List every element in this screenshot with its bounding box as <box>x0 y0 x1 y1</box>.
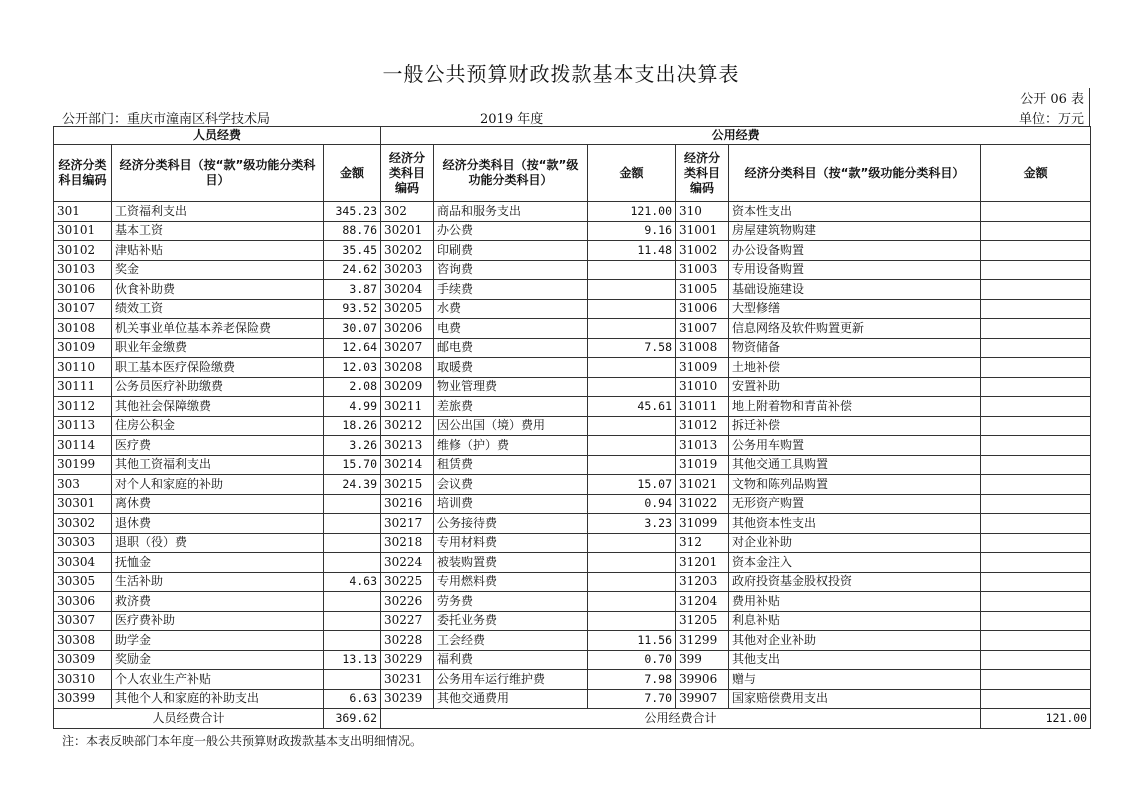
code-cell: 301 <box>54 202 112 222</box>
table-row <box>54 514 1091 534</box>
code-cell: 30209 <box>381 377 434 397</box>
name-cell: 助学金 <box>112 631 324 651</box>
amount-cell: 24.39 <box>324 475 381 495</box>
amount-cell <box>588 572 676 592</box>
col-code: 经济分类科目编码 <box>381 145 434 202</box>
expenditure-table <box>53 126 1091 729</box>
amount-cell: 88.76 <box>324 221 381 241</box>
name-cell: 咨询费 <box>434 260 588 280</box>
table-row <box>54 319 1091 339</box>
code-cell: 31019 <box>676 455 729 475</box>
amount-cell: 7.98 <box>588 670 676 690</box>
name-cell: 差旅费 <box>434 397 588 417</box>
code-cell: 303 <box>54 475 112 495</box>
amount-cell <box>588 553 676 573</box>
name-cell: 公务用车购置 <box>729 436 981 456</box>
name-cell: 因公出国（境）费用 <box>434 416 588 436</box>
name-cell: 职业年金缴费 <box>112 338 324 358</box>
amount-cell <box>588 611 676 631</box>
table-row <box>54 397 1091 417</box>
name-cell: 福利费 <box>434 650 588 670</box>
amount-cell <box>981 475 1091 495</box>
name-cell: 住房公积金 <box>112 416 324 436</box>
code-cell: 30301 <box>54 494 112 514</box>
name-cell: 工会经费 <box>434 631 588 651</box>
table-row <box>54 299 1091 319</box>
code-cell: 30110 <box>54 358 112 378</box>
table-row <box>54 358 1091 378</box>
name-cell: 其他社会保障缴费 <box>112 397 324 417</box>
name-cell: 大型修缮 <box>729 299 981 319</box>
name-cell: 医疗费 <box>112 436 324 456</box>
amount-cell <box>981 631 1091 651</box>
amount-cell <box>981 455 1091 475</box>
code-cell: 31001 <box>676 221 729 241</box>
name-cell: 公务接待费 <box>434 514 588 534</box>
code-cell: 399 <box>676 650 729 670</box>
name-cell: 水费 <box>434 299 588 319</box>
amount-cell: 12.64 <box>324 338 381 358</box>
name-cell: 会议费 <box>434 475 588 495</box>
amount-cell: 12.03 <box>324 358 381 378</box>
code-cell: 30212 <box>381 416 434 436</box>
code-cell: 30307 <box>54 611 112 631</box>
code-cell: 312 <box>676 533 729 553</box>
name-cell: 伙食补助费 <box>112 280 324 300</box>
table-row <box>54 338 1091 358</box>
table-row <box>54 670 1091 690</box>
amount-cell <box>981 689 1091 709</box>
code-cell: 30111 <box>54 377 112 397</box>
amount-cell <box>981 280 1091 300</box>
code-cell: 31002 <box>676 241 729 261</box>
name-cell: 抚恤金 <box>112 553 324 573</box>
name-cell: 专用材料费 <box>434 533 588 553</box>
amount-cell <box>324 494 381 514</box>
name-cell: 其他对企业补助 <box>729 631 981 651</box>
name-cell: 其他交通工具购置 <box>729 455 981 475</box>
name-cell: 救济费 <box>112 592 324 612</box>
amount-cell: 11.48 <box>588 241 676 261</box>
name-cell: 文物和陈列品购置 <box>729 475 981 495</box>
personnel-total-label: 人员经费合计 <box>54 709 324 729</box>
name-cell: 职工基本医疗保险缴费 <box>112 358 324 378</box>
code-cell: 30303 <box>54 533 112 553</box>
code-cell: 30302 <box>54 514 112 534</box>
name-cell: 其他资本性支出 <box>729 514 981 534</box>
amount-cell <box>324 514 381 534</box>
code-cell: 30101 <box>54 221 112 241</box>
table-row <box>54 494 1091 514</box>
table-row <box>54 611 1091 631</box>
name-cell: 公务员医疗补助缴费 <box>112 377 324 397</box>
name-cell: 取暖费 <box>434 358 588 378</box>
code-cell: 30199 <box>54 455 112 475</box>
code-cell: 31099 <box>676 514 729 534</box>
code-cell: 30109 <box>54 338 112 358</box>
table-number: 公开 06 表 <box>1020 92 1084 107</box>
name-cell: 个人农业生产补贴 <box>112 670 324 690</box>
code-cell: 30399 <box>54 689 112 709</box>
code-cell: 30112 <box>54 397 112 417</box>
amount-cell <box>324 553 381 573</box>
name-cell: 拆迁补偿 <box>729 416 981 436</box>
amount-cell <box>588 299 676 319</box>
name-cell: 无形资产购置 <box>729 494 981 514</box>
name-cell: 办公费 <box>434 221 588 241</box>
code-cell: 30218 <box>381 533 434 553</box>
code-cell: 30227 <box>381 611 434 631</box>
amount-cell: 11.56 <box>588 631 676 651</box>
table-row <box>54 475 1091 495</box>
amount-cell: 3.87 <box>324 280 381 300</box>
name-cell: 邮电费 <box>434 338 588 358</box>
amount-cell <box>324 611 381 631</box>
amount-cell <box>981 553 1091 573</box>
name-cell: 基础设施建设 <box>729 280 981 300</box>
amount-cell <box>981 397 1091 417</box>
code-cell: 30102 <box>54 241 112 261</box>
amount-cell <box>981 221 1091 241</box>
amount-cell <box>981 299 1091 319</box>
totals-row <box>54 709 1091 729</box>
code-cell: 30228 <box>381 631 434 651</box>
code-cell: 30216 <box>381 494 434 514</box>
code-cell: 30113 <box>54 416 112 436</box>
code-cell: 30103 <box>54 260 112 280</box>
amount-cell: 7.58 <box>588 338 676 358</box>
group-personnel: 人员经费 <box>54 127 381 145</box>
name-cell: 办公设备购置 <box>729 241 981 261</box>
header-meta <box>62 108 1084 126</box>
code-cell: 30310 <box>54 670 112 690</box>
department-label: 公开部门：重庆市潼南区科学技术局 <box>62 112 271 127</box>
code-cell: 30224 <box>381 553 434 573</box>
name-cell: 对个人和家庭的补助 <box>112 475 324 495</box>
code-cell: 31022 <box>676 494 729 514</box>
code-cell: 30106 <box>54 280 112 300</box>
name-cell: 其他交通费用 <box>434 689 588 709</box>
table-row <box>54 553 1091 573</box>
amount-cell: 3.26 <box>324 436 381 456</box>
footnote: 注：本表反映部门本年度一般公共预算财政拨款基本支出明细情况。 <box>62 734 423 748</box>
code-cell: 30239 <box>381 689 434 709</box>
code-cell: 302 <box>381 202 434 222</box>
amount-cell <box>981 377 1091 397</box>
code-cell: 30214 <box>381 455 434 475</box>
code-cell: 30225 <box>381 572 434 592</box>
amount-cell <box>981 572 1091 592</box>
code-cell: 30305 <box>54 572 112 592</box>
table-row <box>54 260 1091 280</box>
amount-cell <box>588 436 676 456</box>
code-cell: 31007 <box>676 319 729 339</box>
name-cell: 印刷费 <box>434 241 588 261</box>
code-cell: 310 <box>676 202 729 222</box>
table-row <box>54 572 1091 592</box>
code-cell: 31011 <box>676 397 729 417</box>
name-cell: 物业管理费 <box>434 377 588 397</box>
table-row <box>54 436 1091 456</box>
col-code: 经济分类科目编码 <box>676 145 729 202</box>
name-cell: 生活补助 <box>112 572 324 592</box>
name-cell: 地上附着物和青苗补偿 <box>729 397 981 417</box>
amount-cell <box>981 514 1091 534</box>
code-cell: 30304 <box>54 553 112 573</box>
name-cell: 退职（役）费 <box>112 533 324 553</box>
amount-cell <box>324 670 381 690</box>
amount-cell: 2.08 <box>324 377 381 397</box>
personnel-total-value: 369.62 <box>324 709 381 729</box>
code-cell: 30203 <box>381 260 434 280</box>
code-cell: 30201 <box>381 221 434 241</box>
amount-cell <box>324 533 381 553</box>
name-cell: 离休费 <box>112 494 324 514</box>
code-cell: 31205 <box>676 611 729 631</box>
table-row <box>54 592 1091 612</box>
code-cell: 31006 <box>676 299 729 319</box>
table-row <box>54 416 1091 436</box>
name-cell: 资本金注入 <box>729 553 981 573</box>
amount-cell: 9.16 <box>588 221 676 241</box>
amount-cell: 13.13 <box>324 650 381 670</box>
code-cell: 31204 <box>676 592 729 612</box>
amount-cell: 35.45 <box>324 241 381 261</box>
name-cell: 奖金 <box>112 260 324 280</box>
code-cell: 30204 <box>381 280 434 300</box>
name-cell: 退休费 <box>112 514 324 534</box>
amount-cell <box>981 670 1091 690</box>
name-cell: 其他工资福利支出 <box>112 455 324 475</box>
amount-cell <box>981 260 1091 280</box>
amount-cell <box>981 611 1091 631</box>
amount-cell: 6.63 <box>324 689 381 709</box>
col-code: 经济分类科目编码 <box>54 145 112 202</box>
amount-cell <box>588 358 676 378</box>
code-cell: 30205 <box>381 299 434 319</box>
code-cell: 30202 <box>381 241 434 261</box>
amount-cell: 4.99 <box>324 397 381 417</box>
name-cell: 津贴补贴 <box>112 241 324 261</box>
amount-cell: 345.23 <box>324 202 381 222</box>
table-row <box>54 280 1091 300</box>
code-cell: 30211 <box>381 397 434 417</box>
name-cell: 土地补偿 <box>729 358 981 378</box>
amount-cell: 93.52 <box>324 299 381 319</box>
name-cell: 费用补贴 <box>729 592 981 612</box>
name-cell: 委托业务费 <box>434 611 588 631</box>
amount-cell: 45.61 <box>588 397 676 417</box>
name-cell: 房屋建筑物购建 <box>729 221 981 241</box>
amount-cell: 121.00 <box>588 202 676 222</box>
code-cell: 30229 <box>381 650 434 670</box>
table-row <box>54 533 1091 553</box>
table-row <box>54 241 1091 261</box>
amount-cell <box>981 592 1091 612</box>
table-row <box>54 202 1091 222</box>
group-public: 公用经费 <box>381 127 1091 145</box>
code-cell: 30217 <box>381 514 434 534</box>
col-name: 经济分类科目（按“款”级功能分类科目） <box>434 145 588 202</box>
name-cell: 国家赔偿费用支出 <box>729 689 981 709</box>
code-cell: 30107 <box>54 299 112 319</box>
code-cell: 30308 <box>54 631 112 651</box>
col-name: 经济分类科目（按“款”级功能分类科目） <box>112 145 324 202</box>
code-cell: 31012 <box>676 416 729 436</box>
public-total-label: 公用经费合计 <box>381 709 981 729</box>
amount-cell <box>324 592 381 612</box>
table-row <box>54 631 1091 651</box>
amount-cell <box>981 358 1091 378</box>
col-name: 经济分类科目（按“款”级功能分类科目） <box>729 145 981 202</box>
name-cell: 机关事业单位基本养老保险费 <box>112 319 324 339</box>
amount-cell <box>588 260 676 280</box>
name-cell: 公务用车运行维护费 <box>434 670 588 690</box>
amount-cell <box>588 416 676 436</box>
amount-cell: 4.63 <box>324 572 381 592</box>
code-cell: 31299 <box>676 631 729 651</box>
code-cell: 30231 <box>381 670 434 690</box>
table-body <box>54 202 1091 709</box>
table-row <box>54 650 1091 670</box>
code-cell: 31010 <box>676 377 729 397</box>
code-cell: 31021 <box>676 475 729 495</box>
amount-cell: 18.26 <box>324 416 381 436</box>
name-cell: 培训费 <box>434 494 588 514</box>
name-cell: 赠与 <box>729 670 981 690</box>
code-cell: 30306 <box>54 592 112 612</box>
name-cell: 商品和服务支出 <box>434 202 588 222</box>
name-cell: 工资福利支出 <box>112 202 324 222</box>
code-cell: 31005 <box>676 280 729 300</box>
table-row <box>54 689 1091 709</box>
name-cell: 基本工资 <box>112 221 324 241</box>
table-row <box>54 455 1091 475</box>
code-cell: 31203 <box>676 572 729 592</box>
amount-cell: 24.62 <box>324 260 381 280</box>
amount-cell <box>981 533 1091 553</box>
code-cell: 31008 <box>676 338 729 358</box>
code-cell: 30114 <box>54 436 112 456</box>
name-cell: 其他支出 <box>729 650 981 670</box>
amount-cell: 15.07 <box>588 475 676 495</box>
col-amount: 金额 <box>324 145 381 202</box>
code-cell: 31013 <box>676 436 729 456</box>
amount-cell <box>981 338 1091 358</box>
amount-cell: 30.07 <box>324 319 381 339</box>
name-cell: 绩效工资 <box>112 299 324 319</box>
amount-cell: 3.23 <box>588 514 676 534</box>
name-cell: 奖励金 <box>112 650 324 670</box>
code-cell: 39906 <box>676 670 729 690</box>
code-cell: 30226 <box>381 592 434 612</box>
amount-cell <box>588 592 676 612</box>
name-cell: 电费 <box>434 319 588 339</box>
name-cell: 专用设备购置 <box>729 260 981 280</box>
name-cell: 资本性支出 <box>729 202 981 222</box>
amount-cell <box>981 416 1091 436</box>
col-amount: 金额 <box>588 145 676 202</box>
amount-cell <box>588 280 676 300</box>
amount-cell <box>588 455 676 475</box>
name-cell: 安置补助 <box>729 377 981 397</box>
code-cell: 30108 <box>54 319 112 339</box>
name-cell: 对企业补助 <box>729 533 981 553</box>
code-cell: 31201 <box>676 553 729 573</box>
name-cell: 其他个人和家庭的补助支出 <box>112 689 324 709</box>
name-cell: 利息补贴 <box>729 611 981 631</box>
code-cell: 30215 <box>381 475 434 495</box>
amount-cell <box>588 377 676 397</box>
name-cell: 信息网络及软件购置更新 <box>729 319 981 339</box>
name-cell: 政府投资基金股权投资 <box>729 572 981 592</box>
page-title: 一般公共预算财政拨款基本支出决算表 <box>382 62 740 86</box>
amount-cell <box>981 202 1091 222</box>
name-cell: 物资储备 <box>729 338 981 358</box>
amount-cell: 0.70 <box>588 650 676 670</box>
name-cell: 维修（护）费 <box>434 436 588 456</box>
amount-cell <box>981 650 1091 670</box>
amount-cell: 15.70 <box>324 455 381 475</box>
name-cell: 医疗费补助 <box>112 611 324 631</box>
code-cell: 30309 <box>54 650 112 670</box>
code-cell: 30213 <box>381 436 434 456</box>
col-amount: 金额 <box>981 145 1091 202</box>
name-cell: 劳务费 <box>434 592 588 612</box>
year-label: 2019 年度 <box>480 112 544 127</box>
table-row <box>54 221 1091 241</box>
amount-cell <box>981 319 1091 339</box>
name-cell: 专用燃料费 <box>434 572 588 592</box>
name-cell: 手续费 <box>434 280 588 300</box>
code-cell: 30207 <box>381 338 434 358</box>
amount-cell: 0.94 <box>588 494 676 514</box>
amount-cell: 7.70 <box>588 689 676 709</box>
amount-cell <box>981 494 1091 514</box>
divider <box>1089 88 1090 126</box>
unit-label: 单位：万元 <box>1018 112 1084 127</box>
public-total-value: 121.00 <box>981 709 1091 729</box>
amount-cell <box>981 241 1091 261</box>
amount-cell <box>981 436 1091 456</box>
amount-cell <box>588 319 676 339</box>
code-cell: 31009 <box>676 358 729 378</box>
table-row <box>54 377 1091 397</box>
amount-cell <box>588 533 676 553</box>
name-cell: 被装购置费 <box>434 553 588 573</box>
code-cell: 30206 <box>381 319 434 339</box>
code-cell: 30208 <box>381 358 434 378</box>
name-cell: 租赁费 <box>434 455 588 475</box>
amount-cell <box>324 631 381 651</box>
code-cell: 31003 <box>676 260 729 280</box>
code-cell: 39907 <box>676 689 729 709</box>
